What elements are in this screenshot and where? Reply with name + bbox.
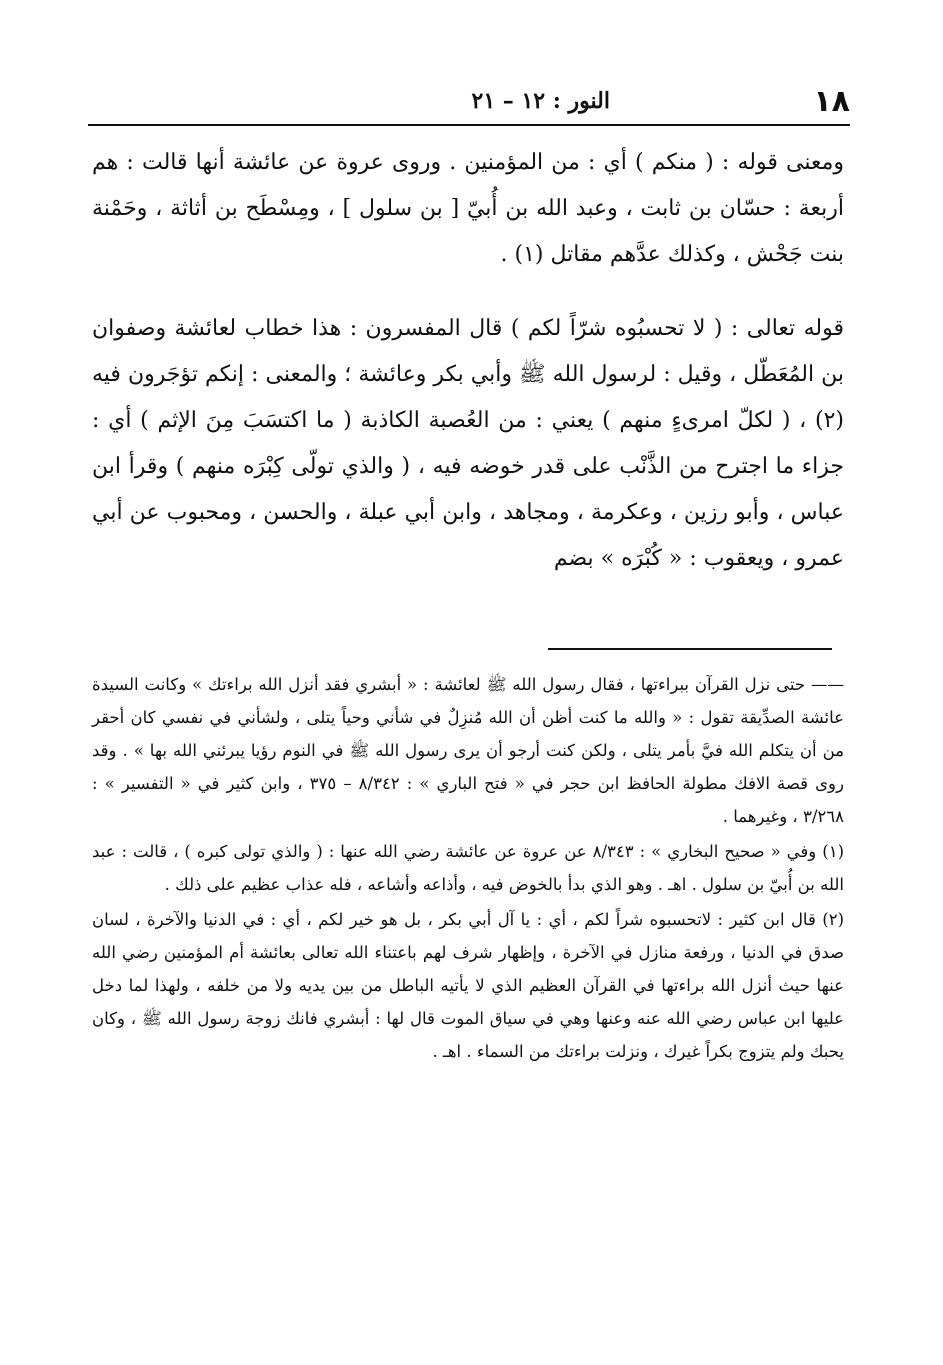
footnote-2: (٢) قال ابن كثير : لاتحسبوه شراً لكم ، أي : يا آل أبي بكر ، بل هو خير لكم ، أي : في الدنيا والآخرة ، لسان صدق في الدنيا ، ورفعة منازل في الآخرة ، وإظهار شرف لهم باعتناء الله تعالى بعائشة أم المؤمنين رضي الله عنها حيث أنزل الله براءتها في القرآن العظيم الذي لا يأتيه الباطل من بين يديه ولا من خلفه ، ولهذا لما دخل عليها ابن عباس رضي الله عنه وعنها وهي في سياق الموت قال لها : أبشري فانك زوجة رسول الله ﷺ ، وكان يحبك ولم يتزوج بكراً غيرك ، ونزلت براءتك من السماء . اهـ . bbox=[92, 910, 844, 1061]
footnotes bbox=[92, 668, 844, 1068]
footnote-continuation: —— حتى نزل القرآن ببراءتها ، فقال رسول الله ﷺ لعائشة : « أبشري فقد أنزل الله براءتك » وكانت السيدة عائشة الصدِّيقة تقول : « والله ما كنت أظن أن الله مُنزِلٌ في شأني وحياً يتلى ، ولشأني في نفسي كان أحقر من أن يتكلم الله فيَّ بأمر يتلى ، ولكن كنت أرجو أن يرى رسول الله ﷺ في النوم رؤيا يبرئني الله بها » . وقد روى قصة الافك مطولة الحافظ ابن حجر في « فتح الباري » : ٨/٣٤٢ – ٣٧٥ ، وابن كثير في « التفسير » : ٣/٢٦٨ ، وغيرهما . bbox=[92, 675, 844, 826]
footnote-1: (١) وفي « صحيح البخاري » : ٨/٣٤٣ عن عروة عن عائشة رضي الله عنها : ( والذي تولى كبره ) ، قالت : عبد الله بن أُبيّ بن سلول . اهـ . وهو الذي بدأ بالخوض فيه ، وأذاعه وأشاعه ، فله عذاب عظيم على ذلك . bbox=[92, 842, 844, 894]
footnote-divider bbox=[548, 648, 832, 650]
page-header bbox=[90, 78, 850, 122]
running-title: النور : ١٢ – ٢١ bbox=[471, 88, 610, 114]
header-divider bbox=[88, 124, 850, 126]
main-text bbox=[92, 140, 844, 582]
main-paragraph-2: قوله تعالى : ( لا تحسبُوه شرّاً لكم ) قال المفسرون : هذا خطاب لعائشة وصفوان بن المُعَطّل ، وقيل : لرسول الله ﷺ وأبي بكر وعائشة ؛ والمعنى : إنكم تؤجَرون فيه (٢) ، ( لكلّ امرىءٍ منهم ) يعني : من العُصبة الكاذبة ( ما اكتسَبَ مِنَ الإثم ) أي : جزاء ما اجترح من الذَّنْب على قدر خوضه فيه ، ( والذي تولّى كِبْرَه منهم ) وقرأ ابن عباس ، وأبو رزين ، وعكرمة ، ومجاهد ، وابن أبي عبلة ، والحسن ، ومحبوب عن أبي عمرو ، ويعقوب : « كُبْرَه » بضم bbox=[92, 316, 844, 571]
main-paragraph-1: ومعنى قوله : ( منكم ) أي : من المؤمنين . وروى عروة عن عائشة أنها قالت : هم أربعة : حسّان بن ثابت ، وعبد الله بن أُبيّ [ بن سلول ] ، ومِسْطَح بن أثاثة ، وحَمْنة بنت جَحْش ، وكذلك عدَّهم مقاتل (١) . bbox=[92, 150, 844, 267]
page-number: ١٨ bbox=[813, 84, 850, 119]
